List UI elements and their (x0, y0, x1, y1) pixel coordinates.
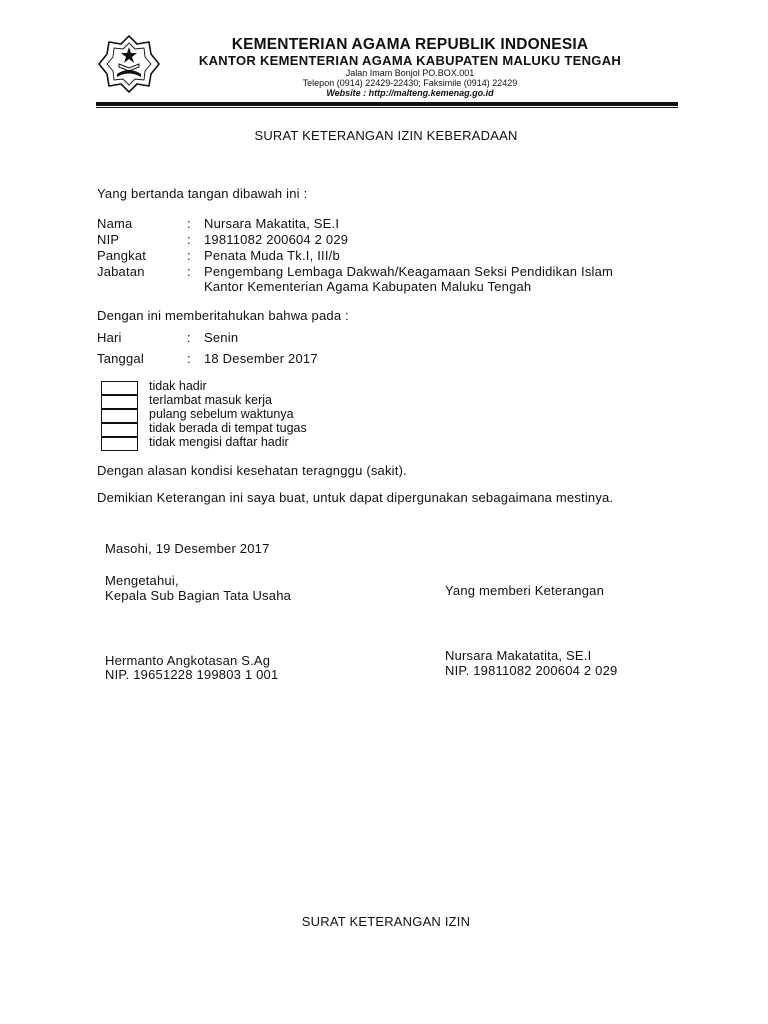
footer-title: SURAT KETERANGAN IZIN (301, 914, 471, 929)
option-label: tidak mengisi daftar hadir (149, 435, 289, 449)
notice-text: Dengan ini memberitahukan bahwa pada : (97, 308, 349, 323)
checkbox-terlambat[interactable] (101, 395, 138, 409)
day-value: Senin (204, 330, 239, 345)
header-rule-thin (96, 107, 678, 108)
option-label: tidak hadir (149, 379, 207, 393)
colon: : (187, 232, 191, 247)
right-sign-line1: Yang memberi Keterangan (445, 583, 605, 598)
left-sign-nip: NIP. 19651228 199803 1 001 (105, 667, 279, 682)
checkbox-tidak-hadir[interactable] (101, 381, 138, 395)
jabatan-value-line2: Kantor Kementerian Agama Kabupaten Maluku Tengah (204, 279, 532, 294)
checkbox-pulang-sebelum[interactable] (101, 409, 138, 423)
option-label: terlambat masuk kerja (149, 393, 272, 407)
date-value: 18 Desember 2017 (204, 351, 318, 366)
nip-label: NIP (97, 232, 120, 247)
nama-label: Nama (97, 216, 133, 231)
nama-value: Nursara Makatita, SE.I (204, 216, 340, 231)
reason-text: Dengan alasan kondisi kesehatan teragnggu (sakit). (97, 463, 407, 478)
day-label: Hari (97, 330, 122, 345)
option-label: pulang sebelum waktunya (149, 407, 294, 421)
option-label: tidak berada di tempat tugas (149, 421, 307, 435)
nip-value: 19811082 200604 2 029 (204, 232, 349, 247)
colon: : (187, 248, 191, 263)
right-sign-name: Nursara Makatatita, SE.I (445, 648, 592, 663)
header-org: KEMENTERIAN AGAMA REPUBLIK INDONESIA (231, 36, 589, 53)
pangkat-value: Penata Muda Tk.I, III/b (204, 248, 340, 263)
left-sign-name: Hermanto Angkotasan S.Ag (105, 653, 271, 668)
letter-title: SURAT KETERANGAN IZIN KEBERADAAN (254, 128, 518, 143)
right-sign-nip: NIP. 19811082 200604 2 029 (445, 663, 618, 678)
header-office: KANTOR KEMENTERIAN AGAMA KABUPATEN MALUKU TENGAH (198, 53, 622, 68)
intro-text: Yang bertanda tangan dibawah ini : (97, 186, 308, 201)
left-sign-line1: Mengetahui, (105, 573, 179, 588)
checkbox-tidak-mengisi[interactable] (101, 437, 138, 451)
place-date: Masohi, 19 Desember 2017 (105, 541, 270, 556)
colon: : (187, 330, 191, 345)
checkbox-tidak-berada[interactable] (101, 423, 138, 437)
jabatan-label: Jabatan (97, 264, 145, 279)
header-rule-thick (96, 102, 678, 106)
left-sign-line2: Kepala Sub Bagian Tata Usaha (105, 588, 292, 603)
closing-paragraph: Demikian Keterangan ini saya buat, untuk dapat dipergunakan sebagaimana mestinya. (97, 490, 614, 505)
date-label: Tanggal (97, 351, 144, 366)
colon: : (187, 351, 191, 366)
jabatan-value-line1: Pengembang Lembaga Dakwah/Keagamaan Seksi Pendidikan Islam (204, 264, 614, 279)
colon: : (187, 216, 191, 231)
header-website: Website : http://malteng.kemenag.go.id (326, 88, 494, 98)
header-phone: Telepon (0914) 22429-22430; Faksimile (0914) 22429 (302, 78, 518, 88)
colon: : (187, 264, 191, 279)
pangkat-label: Pangkat (97, 248, 147, 263)
header-address: Jalan Imam Bonjol PO.BOX.001 (345, 68, 475, 78)
